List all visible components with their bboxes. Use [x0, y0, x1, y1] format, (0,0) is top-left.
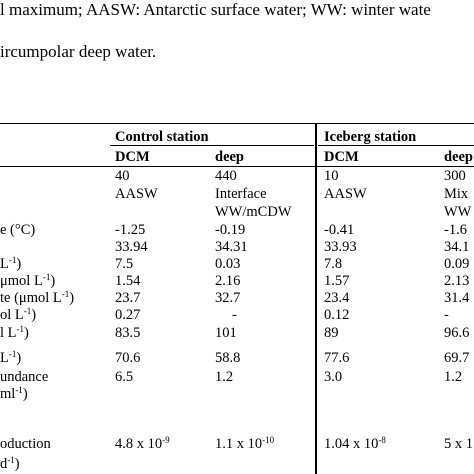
cell-iceberg-deep: 34.1: [444, 239, 470, 255]
cell-iceberg-dcm: [324, 436, 386, 452]
caption-line-2: ircumpolar deep water.: [0, 42, 157, 61]
group-control-underline: [110, 145, 314, 146]
cell-control-dcm: 33.94: [115, 239, 148, 255]
cell-iceberg-dcm: 23.4: [324, 290, 350, 306]
value-base: 4.8 x 10: [115, 436, 163, 452]
cell-control-dcm: 23.7: [115, 290, 141, 306]
cell-control-dcm: 6.5: [115, 369, 134, 385]
group-header-iceberg: Iceberg station: [324, 129, 417, 145]
subheader-control-deep: deep: [215, 149, 244, 165]
row-label: [0, 256, 21, 272]
row-label-close: ): [50, 273, 56, 289]
cell-control-deep: 2.16: [215, 273, 241, 289]
cell-control-dcm: [115, 436, 170, 452]
row-label-text: L: [0, 350, 9, 366]
row-label-superscript: -1: [61, 289, 70, 299]
cell-control-deep: 58.8: [215, 350, 241, 366]
cell-iceberg-deep: Mix: [444, 186, 469, 202]
cell-iceberg-dcm: 1.57: [324, 273, 350, 289]
value-exponent: -9: [162, 435, 170, 445]
row-label-text: L: [0, 256, 9, 272]
row-label-text: ol L: [0, 307, 24, 323]
cell-iceberg-deep: 96.6: [444, 325, 470, 341]
row-label: [0, 307, 36, 323]
row-label-superscript: -1: [15, 385, 23, 395]
row-label-superscript: -1: [8, 349, 17, 359]
row-label-close: ): [22, 386, 28, 402]
row-label: undance: [0, 369, 49, 385]
cell-iceberg-deep: -1.6: [444, 222, 467, 238]
row-label-superscript: -1: [16, 324, 25, 334]
value-exponent: -10: [262, 435, 275, 445]
row-label-superscript: -1: [8, 255, 17, 265]
cell-control-dcm: 0.27: [115, 307, 141, 323]
row-label: [0, 325, 29, 341]
cell-control-deep: 32.7: [215, 290, 241, 306]
cell-control-deep: 34.31: [215, 239, 248, 255]
row-label: [0, 290, 74, 306]
cell-control-dcm: -1.25: [115, 222, 146, 238]
row-label: e (°C): [0, 222, 36, 238]
group-header-control: Control station: [115, 129, 209, 145]
cell-control-deep: 1.2: [215, 369, 234, 385]
row-label-close: ): [14, 456, 20, 472]
cell-iceberg-dcm: 77.6: [324, 350, 350, 366]
cell-control-dcm: 1.54: [115, 273, 141, 289]
cell-iceberg-deep: 300: [444, 168, 466, 184]
row-label-text: l L: [0, 325, 17, 341]
row-label: [0, 273, 55, 289]
row-label: [0, 456, 20, 472]
row-label-close: ): [24, 325, 29, 341]
value-base: 1.04 x 10: [324, 436, 379, 452]
cell-control-deep: 101: [215, 325, 237, 341]
cell-control-deep: Interface: [215, 186, 267, 202]
cell-iceberg-deep: 0.09: [444, 256, 470, 272]
row-label-close: ): [31, 307, 37, 323]
row-label-superscript: -1: [23, 306, 32, 316]
row-label-superscript: -1: [42, 272, 51, 282]
cell-control-dcm: 40: [115, 168, 130, 184]
cell-control-deep: [215, 436, 274, 452]
cell-control-deep: 440: [215, 168, 237, 184]
subheader-control-dcm: DCM: [115, 149, 150, 165]
subheader-iceberg-deep: deep: [444, 149, 473, 165]
cell-control-dcm: 7.5: [115, 256, 134, 272]
group-iceberg-underline: [318, 145, 474, 146]
cell-iceberg-dcm: 33.93: [324, 239, 357, 255]
value-base: 1.1 x 10: [215, 436, 263, 452]
cell-iceberg-dcm: 10: [324, 168, 339, 184]
cell-iceberg-deep: 2.13: [444, 273, 470, 289]
cell-iceberg-dcm: -0.41: [324, 222, 355, 238]
row-label-superscript: -1: [7, 455, 15, 465]
row-label-text: te (μmol L: [0, 290, 62, 306]
cell-control-dcm: 83.5: [115, 325, 141, 341]
row-label-text: d: [0, 456, 8, 472]
subheader-underline: [0, 166, 474, 167]
caption-line-1: l maximum; AASW: Antarctic surface water; WW: winter wate: [0, 0, 431, 19]
row-label-text: μmol L: [0, 273, 43, 289]
row-label-close: ): [16, 350, 22, 366]
cell-control-deep: 0.03: [215, 256, 241, 272]
table-top-rule: [0, 123, 474, 124]
station-divider: [315, 124, 317, 474]
value-exponent: -8: [378, 435, 386, 445]
row-label-text: ml: [0, 386, 16, 402]
cell-iceberg-deep: 5 x 1: [444, 436, 473, 452]
cell-iceberg-dcm: 0.12: [324, 307, 350, 323]
row-label-close: ): [69, 290, 75, 306]
cell-iceberg-deep: WW: [444, 204, 472, 220]
row-label: oduction: [0, 436, 51, 452]
cell-iceberg-dcm: 89: [324, 325, 339, 341]
cell-iceberg-deep: -: [444, 307, 449, 323]
cell-iceberg-dcm: 3.0: [324, 369, 343, 385]
row-label: [0, 350, 21, 366]
subheader-iceberg-dcm: DCM: [324, 149, 359, 165]
cell-control-deep: -: [232, 307, 237, 323]
cell-control-dcm: AASW: [115, 186, 158, 202]
cell-iceberg-dcm: AASW: [324, 186, 367, 202]
cell-control-deep: WW/mCDW: [215, 204, 292, 220]
cell-control-dcm: 70.6: [115, 350, 141, 366]
cell-iceberg-deep: 31.4: [444, 290, 470, 306]
row-label-close: ): [16, 256, 22, 272]
row-label: [0, 386, 28, 402]
cell-iceberg-deep: 69.7: [444, 350, 470, 366]
cell-iceberg-dcm: 7.8: [324, 256, 343, 272]
cell-iceberg-deep: 1.2: [444, 369, 463, 385]
cell-control-deep: -0.19: [215, 222, 246, 238]
